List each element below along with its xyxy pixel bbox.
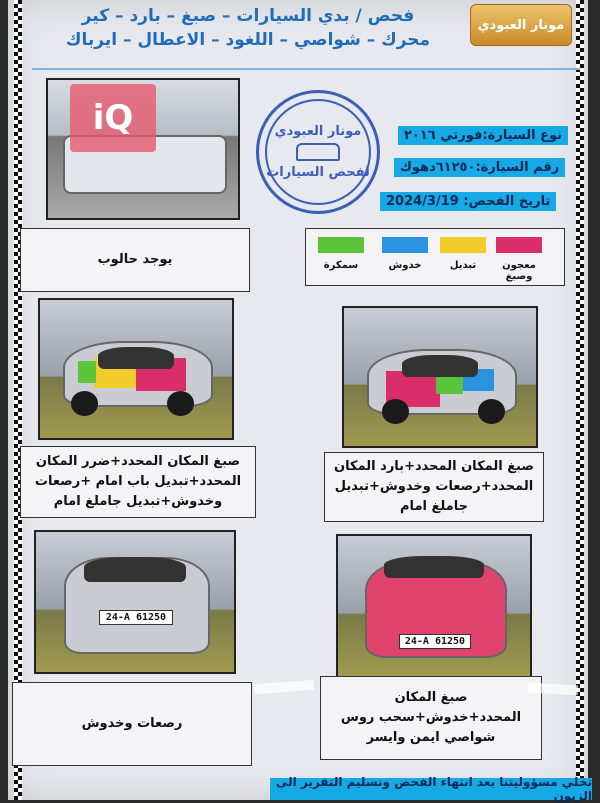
note-front: صبغ المكان المحدد+خدوش+سحب روس شواصي ايمن وايسر [320, 676, 542, 760]
car-type: نوع السيارة:فورتي ٢٠١٦ [398, 126, 568, 145]
note-right-side: صبغ المكان المحدد+بارد المكان المحدد+رصعات وخدوش+تبديل جاملغ امام [324, 452, 544, 522]
note-rear: رصعات وخدوش [12, 682, 252, 766]
header-line-2: محرك – شواصي – اللغود – الاعطال – ايرباك [65, 30, 431, 50]
damage-mark-bodywork [78, 361, 95, 383]
car-window-front [384, 556, 484, 578]
car-window-left [98, 347, 175, 369]
car-wheel [71, 391, 98, 416]
note-roof: يوجد حالوب [20, 228, 250, 292]
legend-label-bodywork: سمكرة [323, 260, 359, 271]
car-wheel [478, 399, 505, 424]
inspection-date: تاريخ الفحص: 2024/3/19 [380, 192, 556, 211]
company-logo: مونار العبودي [470, 4, 572, 46]
inspection-report [8, 0, 592, 803]
photo-right-side [342, 306, 538, 448]
company-stamp [256, 90, 380, 214]
damage-legend [305, 228, 565, 286]
legend-swatch-scratch [382, 237, 428, 253]
legend-label-scratch: خدوش [388, 260, 422, 271]
stamp-car-icon [296, 143, 340, 161]
watermark-logo: iQ [70, 84, 156, 152]
legend-swatch-paint [496, 237, 542, 253]
legend-label-paint: معجون وصبغ [502, 260, 536, 282]
checker-border-right [576, 0, 584, 800]
photo-left-side [38, 298, 234, 440]
stamp-line-2: لفحص السيارات [266, 165, 370, 180]
license-plate-front: 24-A 61250 [399, 634, 470, 649]
legend-swatch-bodywork [318, 237, 364, 253]
car-window-right [402, 355, 479, 377]
license-plate-rear: 24-A 61250 [99, 610, 172, 625]
checker-border-left [14, 0, 22, 800]
tape-strip [254, 680, 315, 694]
header-divider [32, 68, 580, 70]
car-number: رقم السيارة:٦١٢٥٠دهوك [394, 158, 565, 177]
header-line-1: فحص / بدي السيارات – صبغ – بارد – كير [81, 6, 415, 26]
note-left-side: صبغ المكان المحدد+ضرر المكان المحدد+تبديل باب امام +رصعات وخدوش+تبديل جاملغ امام [20, 446, 256, 518]
car-wheel [382, 399, 409, 424]
photo-front [336, 534, 532, 678]
stamp-line-1: مونار العبودي [274, 124, 362, 139]
report-header [48, 4, 448, 52]
footer-disclaimer: تخلي مسؤوليتنا بعد انتهاء الفحص وتسليم التقرير الى الزبون [270, 778, 592, 800]
car-wheel [167, 391, 194, 416]
photo-rear [34, 530, 236, 674]
legend-swatch-replace [440, 237, 486, 253]
legend-label-replace: تبديل [449, 260, 477, 271]
car-window-rear [84, 557, 187, 582]
